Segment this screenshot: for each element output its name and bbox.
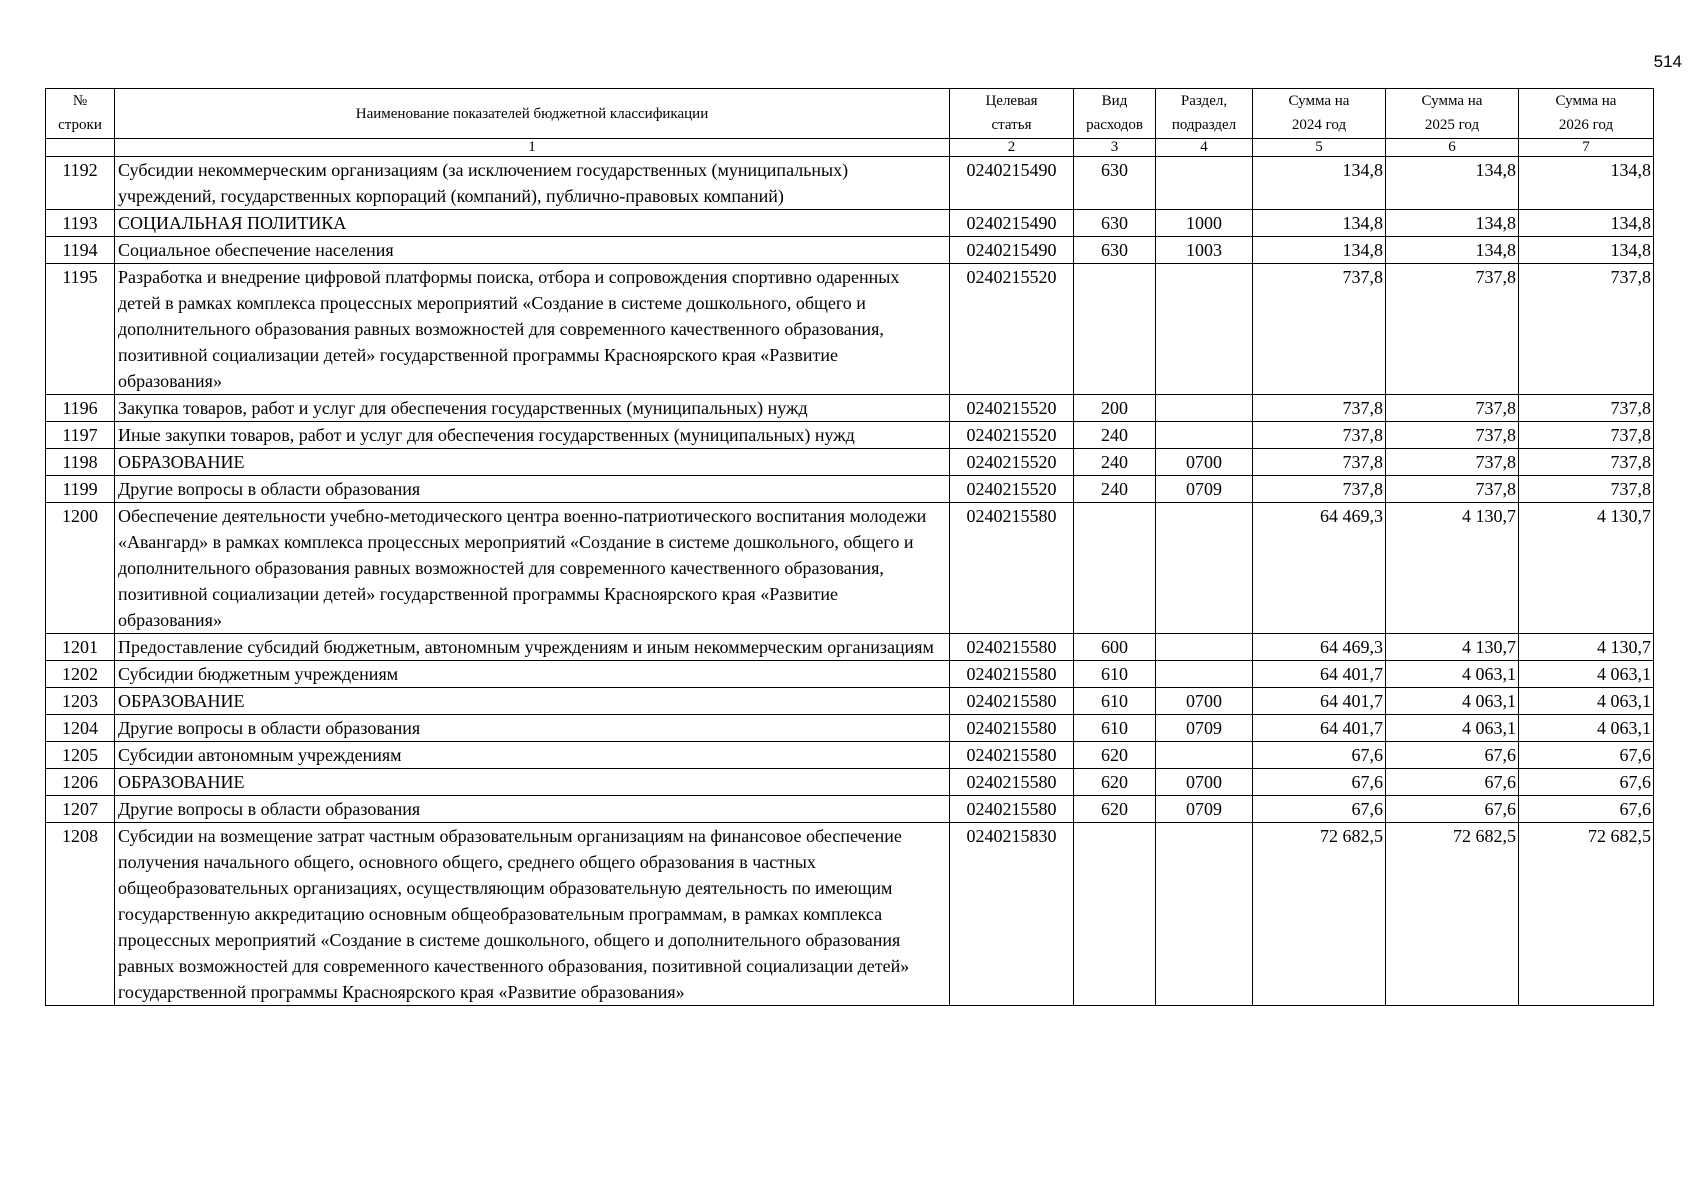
header-sum-2024-line2: 2024 год: [1291, 117, 1347, 133]
row-name: СОЦИАЛЬНАЯ ПОЛИТИКА: [115, 210, 950, 237]
row-sum-2025: 737,8: [1386, 264, 1519, 395]
row-sum-2024: 72 682,5: [1253, 823, 1386, 1006]
column-number-7: 7: [1519, 139, 1654, 157]
row-sum-2024: 737,8: [1253, 449, 1386, 476]
table-row: [46, 476, 1654, 503]
table-row: [46, 661, 1654, 688]
row-sum-2025: 4 130,7: [1386, 503, 1519, 634]
row-sum-2024: 64 469,3: [1253, 503, 1386, 634]
header-row: [46, 89, 1654, 139]
row-section: [1156, 503, 1253, 634]
row-target-article: 0240215520: [950, 449, 1074, 476]
budget-table: [45, 88, 1654, 1006]
row-expense-type: 620: [1074, 742, 1156, 769]
column-number-3: 3: [1074, 139, 1156, 157]
row-sum-2025: 737,8: [1386, 449, 1519, 476]
row-expense-type: 240: [1074, 476, 1156, 503]
row-number: 1203: [46, 688, 115, 715]
row-number: 1192: [46, 157, 115, 210]
row-sum-2024: 737,8: [1253, 395, 1386, 422]
row-number: 1199: [46, 476, 115, 503]
table-row: [46, 823, 1654, 1006]
column-number-row: [46, 139, 1654, 157]
row-sum-2025: 134,8: [1386, 210, 1519, 237]
column-number-6: 6: [1386, 139, 1519, 157]
row-section: [1156, 264, 1253, 395]
row-name: Субсидии на возмещение затрат частным образовательным организациям на финансовое обеспечение получения начального общего, основного общего, среднего общего образования в частных общеобразовательных организациях, осуществляющим образовательную деятельность по имеющим государственную аккредитацию основным общеобразовательным программам, в рамках комплекса процессных мероприятий «Создание в системе дошкольного, общего и дополнительного образования равных возможностей для современного качественного образования, позитивной социализации детей» государственной программы Красноярского края «Развитие образования»: [115, 823, 950, 1006]
row-section: 0700: [1156, 688, 1253, 715]
row-sum-2024: 67,6: [1253, 742, 1386, 769]
row-sum-2026: 737,8: [1519, 264, 1654, 395]
table-row: [46, 688, 1654, 715]
row-sum-2026: 4 063,1: [1519, 715, 1654, 742]
row-expense-type: 600: [1074, 634, 1156, 661]
row-target-article: 0240215520: [950, 422, 1074, 449]
row-number: 1193: [46, 210, 115, 237]
header-section: [1156, 89, 1253, 139]
row-sum-2026: 4 130,7: [1519, 503, 1654, 634]
row-section: 0700: [1156, 769, 1253, 796]
row-target-article: 0240215580: [950, 769, 1074, 796]
table-row: [46, 796, 1654, 823]
row-sum-2026: 67,6: [1519, 769, 1654, 796]
row-section: 1000: [1156, 210, 1253, 237]
header-sum-2024-line1: Сумма на: [1288, 93, 1350, 109]
column-number-1: 1: [115, 139, 950, 157]
row-expense-type: 200: [1074, 395, 1156, 422]
row-sum-2025: 4 063,1: [1386, 661, 1519, 688]
table-row: [46, 503, 1654, 634]
row-name: Другие вопросы в области образования: [115, 476, 950, 503]
row-sum-2025: 4 063,1: [1386, 688, 1519, 715]
row-sum-2024: 64 469,3: [1253, 634, 1386, 661]
row-name: Другие вопросы в области образования: [115, 715, 950, 742]
row-number: 1200: [46, 503, 115, 634]
row-name: Закупка товаров, работ и услуг для обеспечения государственных (муниципальных) нужд: [115, 395, 950, 422]
header-row-no-line2: строки: [58, 117, 102, 133]
row-section: 0709: [1156, 715, 1253, 742]
row-name: Иные закупки товаров, работ и услуг для обеспечения государственных (муниципальных) нужд: [115, 422, 950, 449]
row-name: Социальное обеспечение населения: [115, 237, 950, 264]
header-row-no-line1: №: [72, 93, 88, 109]
row-expense-type: 240: [1074, 422, 1156, 449]
row-section: [1156, 742, 1253, 769]
row-section: 1003: [1156, 237, 1253, 264]
row-sum-2025: 737,8: [1386, 476, 1519, 503]
row-target-article: 0240215490: [950, 237, 1074, 264]
row-target-article: 0240215580: [950, 688, 1074, 715]
header-row-no: [46, 89, 115, 139]
row-name: Другие вопросы в области образования: [115, 796, 950, 823]
column-number-2: 2: [950, 139, 1074, 157]
row-section: 0700: [1156, 449, 1253, 476]
row-expense-type: 630: [1074, 210, 1156, 237]
row-sum-2025: 67,6: [1386, 769, 1519, 796]
header-section-line1: Раздел,: [1180, 93, 1228, 109]
row-sum-2024: 737,8: [1253, 264, 1386, 395]
header-sum-2026-line2: 2026 год: [1558, 117, 1614, 133]
row-sum-2024: 67,6: [1253, 769, 1386, 796]
column-number-5: 5: [1253, 139, 1386, 157]
row-name: Обеспечение деятельности учебно-методического центра военно-патриотического воспитания молодежи «Авангард» в рамках комплекса процессных мероприятий «Создание в системе дошкольного, общего и дополнительного образования равных возможностей для современного качественного образования, позитивной социализации детей» государственной программы Красноярского края «Развитие образования»: [115, 503, 950, 634]
table-row: [46, 395, 1654, 422]
row-name: Разработка и внедрение цифровой платформы поиска, отбора и сопровождения спортивно одаренных детей в рамках комплекса процессных мероприятий «Создание в системе дошкольного, общего и дополнительного образования равных возможностей для современного качественного образования, позитивной социализации детей» государственной программы Красноярского края «Развитие образования»: [115, 264, 950, 395]
row-sum-2026: 737,8: [1519, 422, 1654, 449]
row-number: 1206: [46, 769, 115, 796]
row-sum-2025: 134,8: [1386, 237, 1519, 264]
row-expense-type: 610: [1074, 661, 1156, 688]
row-sum-2026: 67,6: [1519, 796, 1654, 823]
row-number: 1208: [46, 823, 115, 1006]
table-row: [46, 634, 1654, 661]
row-sum-2025: 737,8: [1386, 395, 1519, 422]
row-number: 1205: [46, 742, 115, 769]
row-target-article: 0240215580: [950, 661, 1074, 688]
row-expense-type: [1074, 264, 1156, 395]
row-name: ОБРАЗОВАНИЕ: [115, 769, 950, 796]
header-sum-2025: [1386, 89, 1519, 139]
row-section: [1156, 157, 1253, 210]
row-target-article: 0240215830: [950, 823, 1074, 1006]
header-sum-2026-line1: Сумма на: [1555, 93, 1617, 109]
table-body: [46, 157, 1654, 1006]
row-section: [1156, 634, 1253, 661]
row-name: Субсидии некоммерческим организациям (за исключением государственных (муниципальных) учреждений, государственных корпораций (компаний), публично-правовых компаний): [115, 157, 950, 210]
row-sum-2025: 67,6: [1386, 796, 1519, 823]
header-sum-2025-line2: 2025 год: [1424, 117, 1480, 133]
row-number: 1198: [46, 449, 115, 476]
row-section: [1156, 661, 1253, 688]
row-number: 1194: [46, 237, 115, 264]
column-number-blank: [46, 139, 115, 157]
row-sum-2024: 67,6: [1253, 796, 1386, 823]
row-sum-2024: 64 401,7: [1253, 715, 1386, 742]
row-sum-2024: 737,8: [1253, 476, 1386, 503]
row-section: [1156, 823, 1253, 1006]
row-number: 1197: [46, 422, 115, 449]
row-section: [1156, 395, 1253, 422]
row-target-article: 0240215490: [950, 157, 1074, 210]
row-sum-2026: 134,8: [1519, 237, 1654, 264]
table-row: [46, 769, 1654, 796]
row-name: Предоставление субсидий бюджетным, автономным учреждениям и иным некоммерческим организациям: [115, 634, 950, 661]
header-expense-type-line2: расходов: [1086, 117, 1143, 133]
table-row: [46, 449, 1654, 476]
row-sum-2024: 737,8: [1253, 422, 1386, 449]
row-sum-2026: 72 682,5: [1519, 823, 1654, 1006]
header-expense-type-line1: Вид: [1101, 93, 1128, 109]
row-section: [1156, 422, 1253, 449]
row-number: 1207: [46, 796, 115, 823]
row-expense-type: 620: [1074, 769, 1156, 796]
row-expense-type: 630: [1074, 237, 1156, 264]
table-row: [46, 264, 1654, 395]
row-sum-2024: 64 401,7: [1253, 688, 1386, 715]
row-sum-2024: 134,8: [1253, 210, 1386, 237]
row-expense-type: 630: [1074, 157, 1156, 210]
row-target-article: 0240215580: [950, 742, 1074, 769]
header-target: [950, 89, 1074, 139]
row-sum-2025: 4 063,1: [1386, 715, 1519, 742]
row-sum-2025: 67,6: [1386, 742, 1519, 769]
row-number: 1195: [46, 264, 115, 395]
header-sum-2025-line1: Сумма на: [1421, 93, 1483, 109]
header-target-line2: статья: [991, 117, 1032, 133]
table-row: [46, 715, 1654, 742]
row-sum-2025: 737,8: [1386, 422, 1519, 449]
row-section: 0709: [1156, 796, 1253, 823]
row-sum-2024: 134,8: [1253, 237, 1386, 264]
row-sum-2024: 64 401,7: [1253, 661, 1386, 688]
row-target-article: 0240215520: [950, 264, 1074, 395]
row-sum-2026: 737,8: [1519, 449, 1654, 476]
header-sum-2024: [1253, 89, 1386, 139]
table-row: [46, 210, 1654, 237]
row-number: 1204: [46, 715, 115, 742]
row-expense-type: 610: [1074, 715, 1156, 742]
row-sum-2026: 134,8: [1519, 157, 1654, 210]
row-sum-2025: 4 130,7: [1386, 634, 1519, 661]
row-section: 0709: [1156, 476, 1253, 503]
header-expense-type: [1074, 89, 1156, 139]
table-row: [46, 157, 1654, 210]
row-expense-type: 620: [1074, 796, 1156, 823]
row-sum-2026: 737,8: [1519, 476, 1654, 503]
row-sum-2026: 4 130,7: [1519, 634, 1654, 661]
row-target-article: 0240215580: [950, 796, 1074, 823]
row-target-article: 0240215580: [950, 634, 1074, 661]
header-target-line1: Целевая: [985, 93, 1038, 109]
table-row: [46, 237, 1654, 264]
header-name: Наименование показателей бюджетной классификации: [115, 89, 950, 139]
header-sum-2026: [1519, 89, 1654, 139]
table-row: [46, 742, 1654, 769]
row-expense-type: [1074, 503, 1156, 634]
row-sum-2026: 4 063,1: [1519, 688, 1654, 715]
row-name: ОБРАЗОВАНИЕ: [115, 688, 950, 715]
row-sum-2025: 134,8: [1386, 157, 1519, 210]
row-number: 1196: [46, 395, 115, 422]
row-target-article: 0240215580: [950, 715, 1074, 742]
table-row: [46, 422, 1654, 449]
row-name: Субсидии бюджетным учреждениям: [115, 661, 950, 688]
row-target-article: 0240215580: [950, 503, 1074, 634]
row-sum-2024: 134,8: [1253, 157, 1386, 210]
row-sum-2026: 4 063,1: [1519, 661, 1654, 688]
row-target-article: 0240215520: [950, 476, 1074, 503]
row-sum-2026: 67,6: [1519, 742, 1654, 769]
column-number-4: 4: [1156, 139, 1253, 157]
row-name: Субсидии автономным учреждениям: [115, 742, 950, 769]
row-expense-type: 610: [1074, 688, 1156, 715]
row-number: 1202: [46, 661, 115, 688]
row-name: ОБРАЗОВАНИЕ: [115, 449, 950, 476]
row-expense-type: 240: [1074, 449, 1156, 476]
row-target-article: 0240215490: [950, 210, 1074, 237]
row-expense-type: [1074, 823, 1156, 1006]
row-target-article: 0240215520: [950, 395, 1074, 422]
header-section-line2: подраздел: [1171, 117, 1237, 133]
row-sum-2026: 737,8: [1519, 395, 1654, 422]
page-number: 514: [1653, 52, 1682, 71]
row-sum-2026: 134,8: [1519, 210, 1654, 237]
row-number: 1201: [46, 634, 115, 661]
row-sum-2025: 72 682,5: [1386, 823, 1519, 1006]
